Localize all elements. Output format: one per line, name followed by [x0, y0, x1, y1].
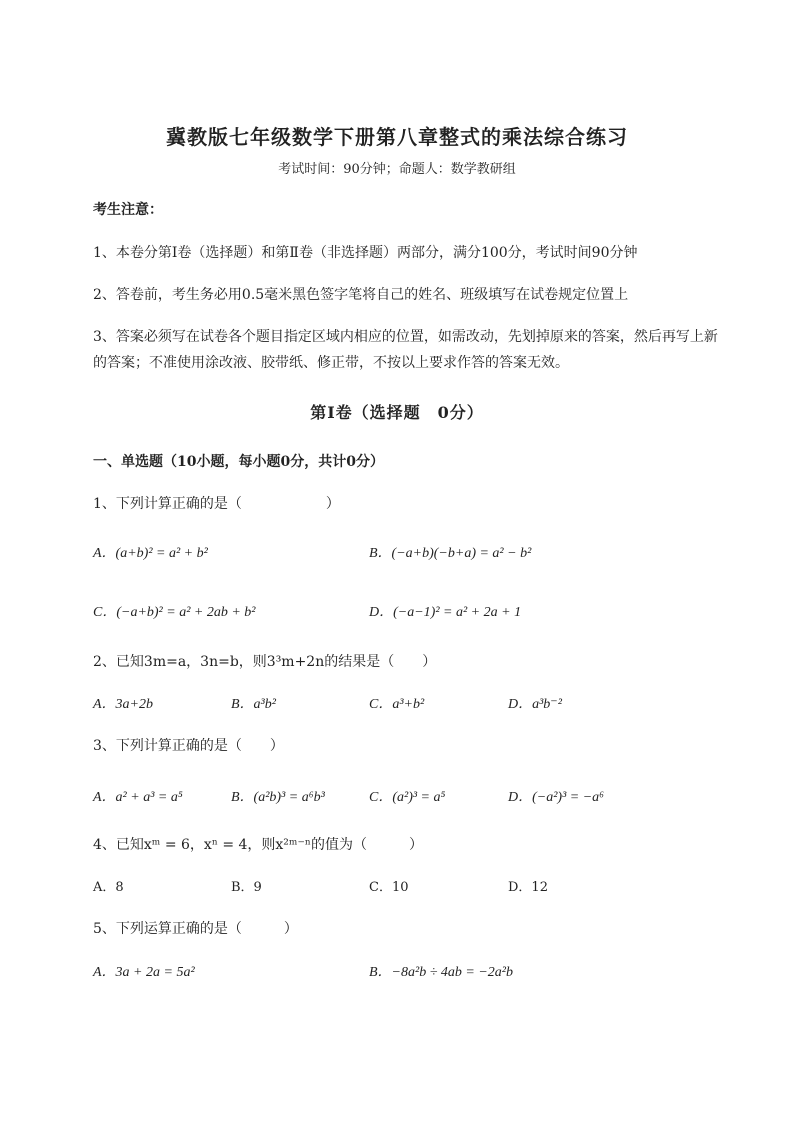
question-4-option-c[interactable]: C．10: [369, 880, 409, 895]
notice-item-3: 3、答案必须写在试卷各个题目指定区域内相应的位置，如需改动，先划掉原来的答案，然后再写上新: [93, 329, 718, 345]
notice-item-3-continued: 的答案；不准使用涂改液、胶带纸、修正带，不按以上要求作答的答案无效。: [93, 355, 569, 371]
question-2-option-d[interactable]: D．a³b⁻²: [508, 697, 562, 712]
question-1-option-a[interactable]: A．(a+b)² = a² + b²: [93, 546, 208, 561]
notice-item-2: 2、答卷前，考生务必用0.5毫米黑色签字笔将自己的姓名、班级填写在试卷规定位置上: [93, 287, 629, 303]
question-3-stem: 3、下列计算正确的是（ ）: [93, 738, 284, 754]
question-5-option-b[interactable]: B．−8a²b ÷ 4ab = −2a²b: [369, 965, 513, 980]
question-4-option-d[interactable]: D．12: [508, 880, 548, 895]
question-3-option-c[interactable]: C．(a²)³ = a⁵: [369, 790, 446, 805]
question-1-option-c[interactable]: C．(−a+b)² = a² + 2ab + b²: [93, 605, 256, 620]
section-title: 第Ⅰ卷（选择题 0分）: [310, 403, 484, 422]
question-3-option-a[interactable]: A．a² + a³ = a⁵: [93, 790, 183, 805]
document-title: 冀教版七年级数学下册第八章整式的乘法综合练习: [166, 125, 628, 149]
exam-info: 考试时间：90分钟；命题人：数学教研组: [278, 162, 516, 177]
question-1-stem: 1、下列计算正确的是（ ）: [93, 496, 340, 512]
question-4-stem: 4、已知xᵐ = 6，xⁿ = 4，则x²ᵐ⁻ⁿ的值为（ ）: [93, 837, 423, 853]
question-1-option-d[interactable]: D．(−a−1)² = a² + 2a + 1: [369, 605, 522, 620]
question-2-option-b[interactable]: B．a³b²: [231, 697, 276, 712]
question-5-option-a[interactable]: A．3a + 2a = 5a²: [93, 965, 195, 980]
notice-item-1: 1、本卷分第Ⅰ卷（选择题）和第Ⅱ卷（非选择题）两部分，满分100分，考试时间90分钟: [93, 245, 638, 261]
question-4-option-a[interactable]: A．8: [93, 880, 124, 895]
question-4-option-b[interactable]: B．9: [231, 880, 262, 895]
question-3-option-b[interactable]: B．(a²b)³ = a⁶b³: [231, 790, 325, 805]
notice-heading: 考生注意：: [93, 202, 163, 218]
question-1-option-b[interactable]: B．(−a+b)(−b+a) = a² − b²: [369, 546, 532, 561]
question-5-stem: 5、下列运算正确的是（ ）: [93, 921, 298, 937]
part-title: 一、单选题（10小题，每小题0分，共计0分）: [93, 454, 384, 470]
question-3-option-d[interactable]: D．(−a²)³ = −a⁶: [508, 790, 605, 805]
question-2-option-a[interactable]: A．3a+2b: [93, 697, 153, 712]
question-2-stem: 2、已知3m=a，3n=b，则3³m+2n的结果是（ ）: [93, 654, 437, 670]
question-2-option-c[interactable]: C．a³+b²: [369, 697, 425, 712]
